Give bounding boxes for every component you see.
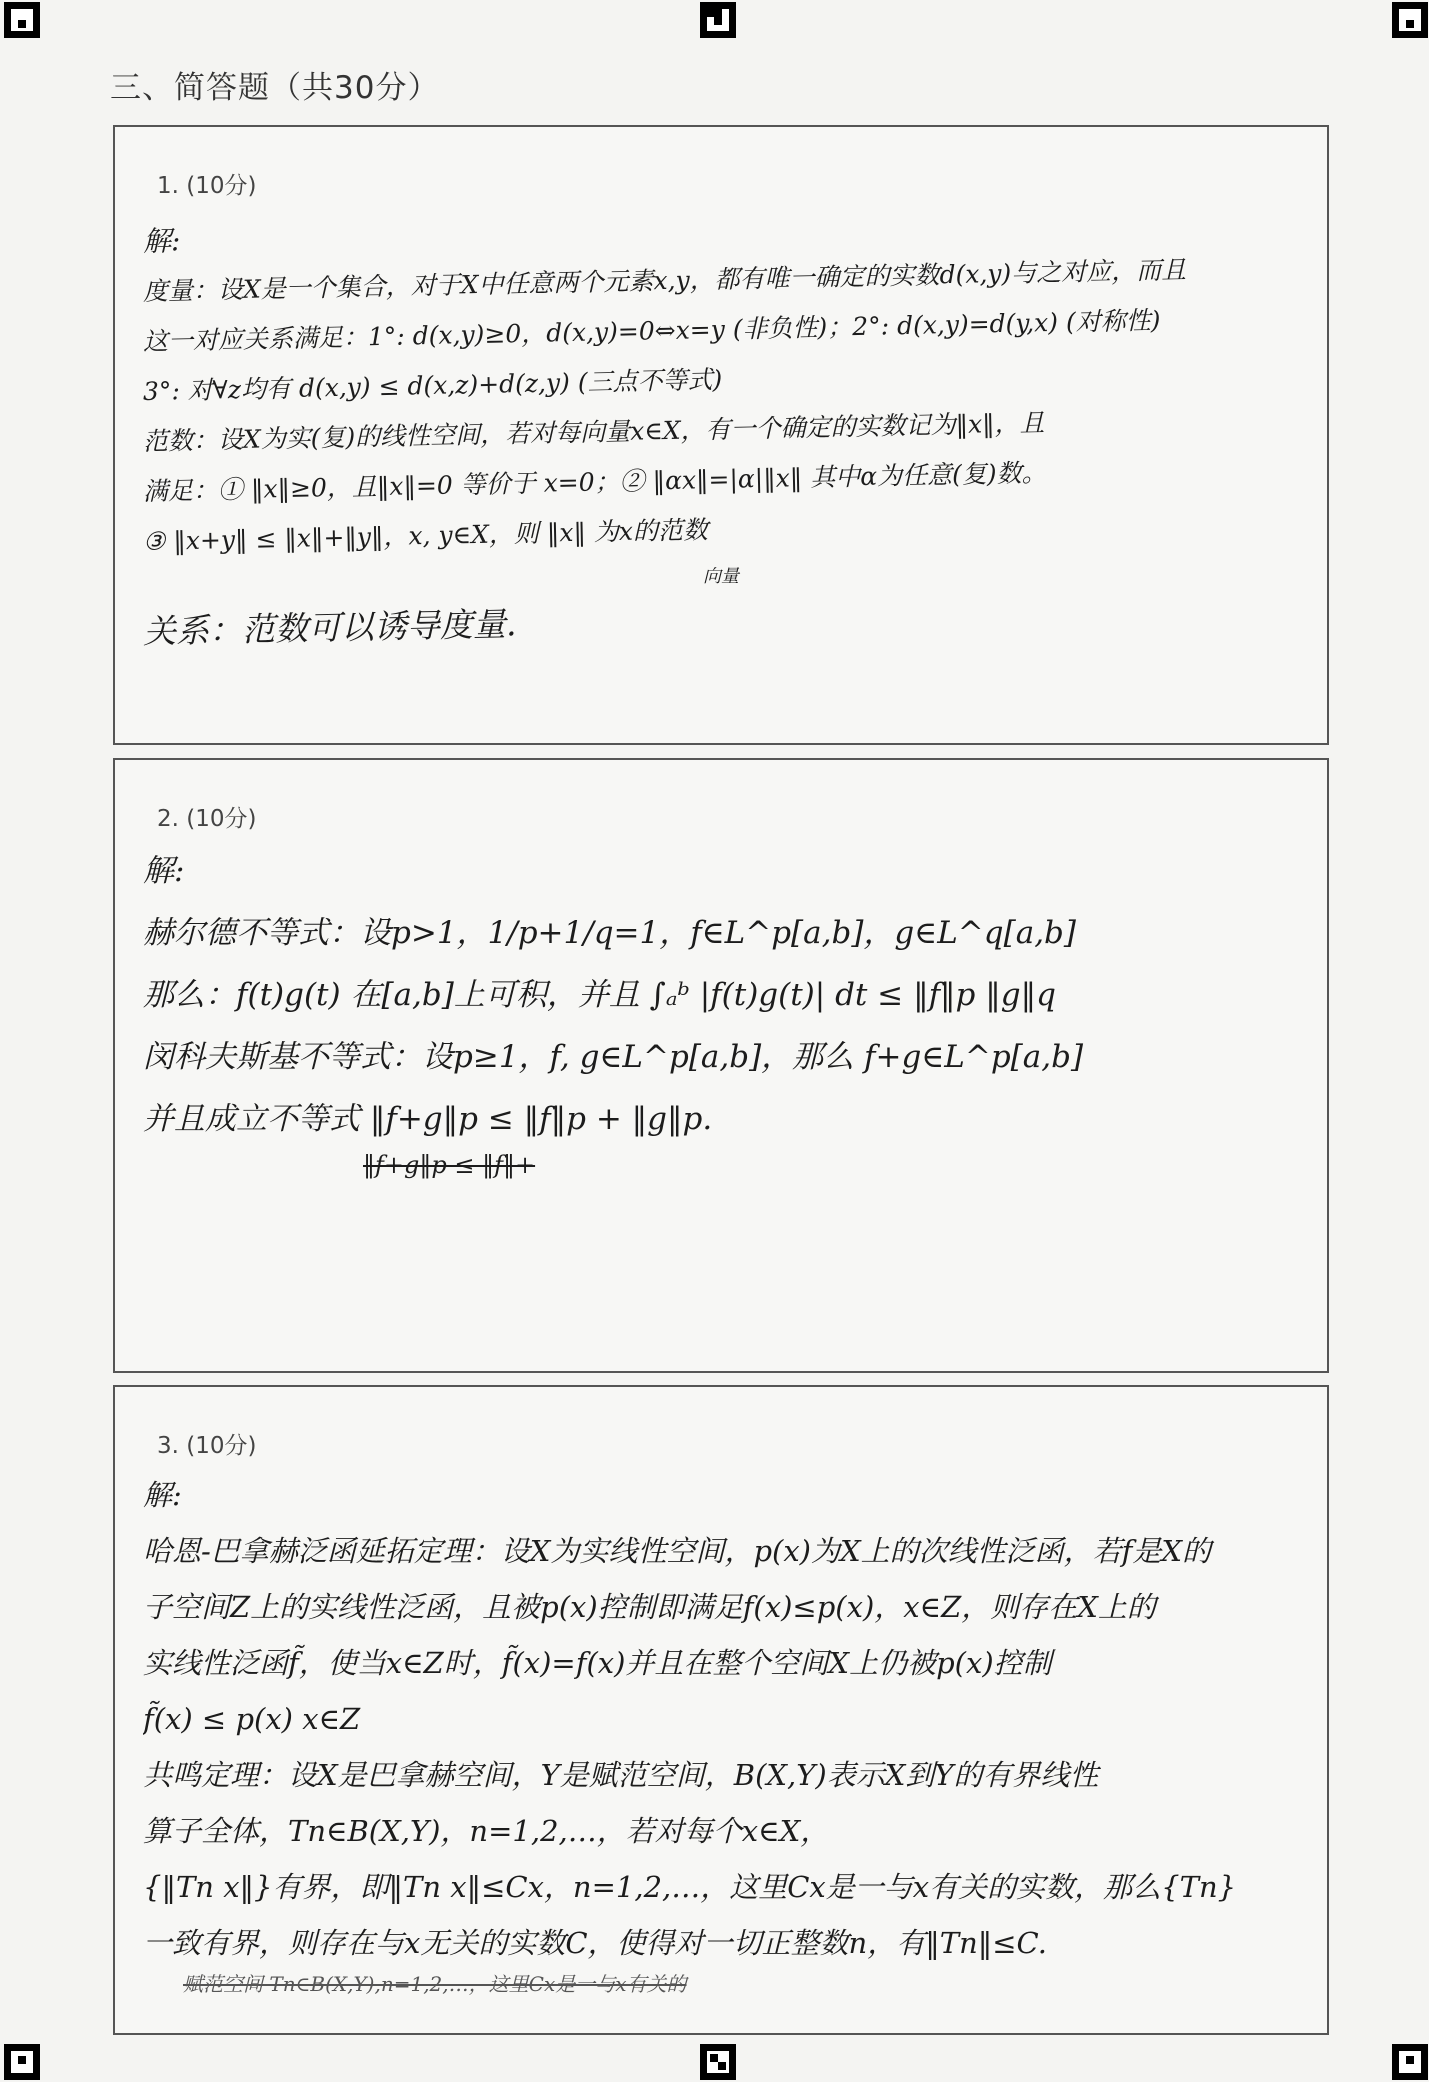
answer-line: 关系：范数可以诱导度量. — [142, 604, 517, 651]
answer-line: 解: — [142, 224, 181, 258]
answer-annotation: 向量 — [703, 566, 739, 587]
answer-line: 解: — [143, 1478, 182, 1512]
answer-line: 闵科夫斯基不等式：设p≥1，f, g∈L^p[a,b]，那么 f+g∈L^p[a,b] — [143, 1039, 1084, 1075]
registration-marker-bottom-left — [4, 2044, 40, 2080]
answer-line: 这一对应关系满足：1°: d(x,y)≥0，d(x,y)=0⇔x=y (非负性)；2°: d(x,y)=d(y,x) (对称性) — [142, 305, 1161, 356]
registration-marker-top-right — [1392, 2, 1428, 38]
answer-line: 解: — [143, 853, 185, 889]
answer-line: 算子全体，Tn∈B(X,Y)，n=1,2,…，若对每个x∈X， — [143, 1814, 830, 1848]
handwritten-answer — [143, 217, 1309, 657]
registration-marker-bottom-right — [1392, 2044, 1428, 2080]
answer-line: 共鸣定理：设X是巴拿赫空间，Y是赋范空间，B(X,Y)表示X到Y的有界线性 — [143, 1758, 1099, 1792]
answer-line: 度量：设X是一个集合，对于X中任意两个元素x,y，都有唯一确定的实数d(x,y)与之对应，而且 — [142, 255, 1187, 306]
answer-line: 那么：f(t)g(t) 在[a,b]上可积，并且 ∫ₐᵇ |f(t)g(t)| dt ≤ ‖f‖p ‖g‖q — [143, 977, 1056, 1013]
answer-line: f̃(x) ≤ p(x) x∈Z — [143, 1702, 361, 1736]
answer-box-q2 — [113, 758, 1329, 1373]
struck-out-text: 赋范空间 Tn∈B(X,Y),n=1,2,…，这里Cx是一与x有关的 — [183, 1972, 687, 1996]
answer-line: 一致有界，则存在与x无关的实数C，使得对一切正整数n，有‖Tn‖≤C. — [143, 1926, 1047, 1960]
answer-box-q3 — [113, 1385, 1329, 2035]
registration-marker-top-left — [4, 2, 40, 38]
answer-line: 3°: 对∀z均有 d(x,y) ≤ d(x,z)+d(z,y) (三点不等式) — [142, 364, 723, 406]
answer-line: 哈恩-巴拿赫泛函延拓定理：设X为实线性空间，p(x)为X上的次线性泛函，若f是X的 — [143, 1534, 1212, 1568]
answer-line: {‖Tn x‖}有界，即‖Tn x‖≤Cx，n=1,2,…，这里Cx是一与x有关的实数，那么{Tn} — [143, 1870, 1237, 1904]
question-label: 3. (10分) — [157, 1433, 257, 1459]
answer-line: 满足：① ‖x‖≥0，且‖x‖=0 等价于 x=0；② ‖αx‖=|α|‖x‖ 其中α为任意(复)数。 — [142, 458, 1047, 506]
answer-line: 子空间Z上的实线性泛函，且被p(x)控制即满足f(x)≤p(x)，x∈Z，则存在X上的 — [143, 1590, 1156, 1624]
registration-marker-top-center — [700, 2, 736, 38]
answer-line: 实线性泛函f̃，使当x∈Z时，f̃(x)=f(x)并且在整个空间X上仍被p(x)控制 — [143, 1646, 1052, 1680]
question-label: 2. (10分) — [157, 806, 257, 832]
answer-line: 赫尔德不等式：设p>1，1/p+1/q=1，f∈L^p[a,b]，g∈L^q[a,b] — [143, 915, 1076, 951]
struck-out-text: ‖f+g‖p ≤ ‖f‖+ — [363, 1151, 536, 1179]
section-title: 三、简答题（共30分） — [110, 70, 440, 106]
answer-line: 范数：设X为实(复)的线性空间，若对每向量x∈X，有一个确定的实数记为‖x‖，且 — [142, 408, 1045, 456]
handwritten-answer — [143, 840, 1309, 1180]
answer-line: 并且成立不等式 ‖f+g‖p ≤ ‖f‖p + ‖g‖p. — [143, 1101, 713, 1137]
question-label: 1. (10分) — [157, 173, 257, 199]
handwritten-answer — [143, 1467, 1309, 1997]
answer-line: ③ ‖x+y‖ ≤ ‖x‖+‖y‖，x, y∈X，则 ‖x‖ 为x的范数 — [142, 515, 709, 556]
answer-box-q1 — [113, 125, 1329, 745]
registration-marker-bottom-center — [700, 2044, 736, 2080]
